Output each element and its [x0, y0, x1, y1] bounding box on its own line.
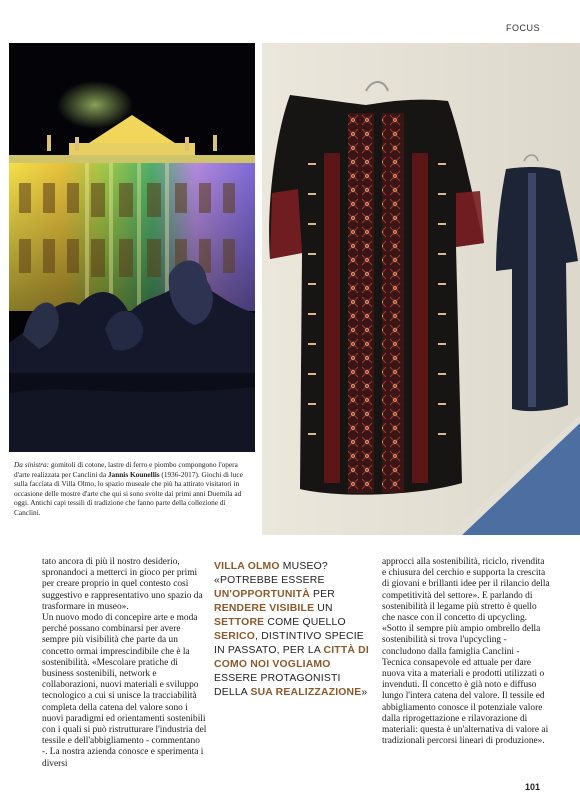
text-column-1	[42, 557, 207, 770]
villa-olmo-photo	[9, 43, 255, 452]
pull-quote-text: MUSEO? «POTREBBE ESSERE	[214, 561, 328, 586]
caption-text-2: (1936-2017). Giochi di luce sulla facciata di Villa Olmo, lo spazio museale che più ha attirato visitatori in occasione delle mostre d'arte che qui si sono svolte dai primi anni Duemila ad oggi. Antichi capi tessili di tradizione che fanno parte della collezione di Canclini.	[14, 469, 243, 517]
page-number: 101	[524, 782, 540, 792]
paragraph: approcci alla sostenibilità, riciclo, rivendita e chiusura del cerchio e supporta la crescita di giovani e brillanti idee per il rilancio della competitività del settore». E parlando di sostenibilità il legame più stretto è quello che nasce con il concetto di upcycling.	[382, 557, 550, 624]
paragraph: tato ancora di più il nostro desiderio, spronandoci a metterci in gioco per primi per creare proprio in quel contesto così suggestivo e rappresentativo uno spazio da trasformare in museo».	[42, 557, 203, 612]
pull-quote-highlight: CITTÀ DI COMO	[214, 645, 369, 670]
textiles-photo	[262, 43, 580, 535]
pull-quote-text: PER	[309, 589, 335, 600]
pull-quote-highlight: NOI VOGLIAMO	[250, 659, 331, 670]
section-label: FOCUS	[506, 23, 540, 33]
pull-quote-text: COME QUELLO	[264, 617, 346, 628]
pull-quote-highlight: RENDERE VISIBILE	[214, 603, 315, 614]
pull-quote-highlight: SERICO	[214, 631, 256, 642]
caption-text-1: gomitoli di cotone, lastre di ferro e piombo compongono l'opera d'arte realizzata per Canclini da	[14, 460, 238, 479]
caption-lead: Da sinistra:	[14, 460, 50, 469]
text-column-3	[382, 557, 550, 747]
photo-caption	[14, 460, 248, 518]
pull-quote-text: UN	[314, 603, 333, 614]
pull-quote	[214, 560, 374, 700]
pull-quote-highlight: SUA REALIZZAZIONE	[250, 687, 362, 698]
paragraph: Un nuovo modo di concepire arte e moda perché possano combinarsi per avere sempre più visibilità che parte da un concetto ormai imprescindibile che è la sostenibilità. «Mescolare pratiche di business sostenibili, network e collaborazioni, nuovi materiali e sviluppo tecnologico a cui si unisce la tracciabilità completa della catena del valore sono i nuovi paradigmi ed orientamenti sostenibili con i quali si può ristrutturare l'industria del tessile e dell'abbigliamento - commentano -. La nostra azienda conosce e sperimenta i diversi	[42, 613, 207, 769]
caption-artist: Jannis Kounellis	[107, 469, 160, 479]
paragraph: «Sotto il sempre più ampio ombrello della sostenibilità si trova l'upcycling - concludono dalla famiglia Canclini - Tecnica consapevole ed attuale per dare nuova vita a materiali e prodotti utilizzati o invenduti. Il concetto è già noto e diffuso lungo l'intera catena del valore. Il tessile ed abbigliamento conosce il potenziale valore dalla riprogettazione e rilavorazione di materiali: questa è un'alternativa di valore ai tradizionali percorsi lineari di produzione».	[382, 624, 549, 747]
pull-quote-text: ESSERE PROTAGONISTI DELLA	[214, 673, 341, 698]
pull-quote-highlight: VILLA OLMO	[214, 561, 280, 572]
pull-quote-highlight: UN'OPPORTUNITÀ	[214, 589, 310, 600]
pull-quote-highlight: SETTORE	[214, 617, 265, 628]
pull-quote-text: »	[361, 687, 368, 698]
pull-quote-text: , DISTINTIVO SPECIE IN PASSATO, PER LA	[214, 631, 364, 656]
